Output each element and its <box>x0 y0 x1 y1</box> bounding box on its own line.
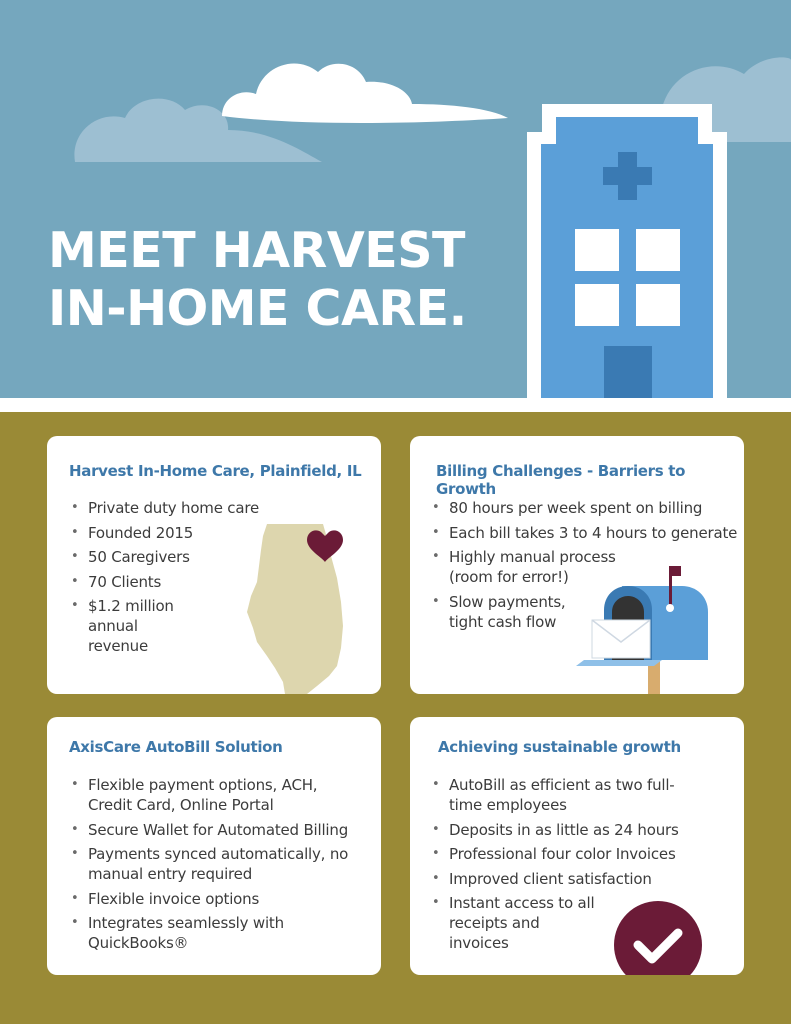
list-item: • Highly manual process (room for error!) <box>432 547 622 587</box>
list-item: • Integrates seamlessly with QuickBooks® <box>71 913 371 953</box>
page-title-line-2: IN-HOME CARE. <box>48 280 467 337</box>
hero-divider <box>0 398 791 412</box>
list-item: • Secure Wallet for Automated Billing <box>71 820 371 840</box>
list-item: • Payments synced automatically, no manual entry required <box>71 844 361 884</box>
profile-list <box>71 498 291 661</box>
solution-list <box>71 775 371 958</box>
list-item: • $1.2 million annual revenue <box>71 596 201 656</box>
list-item: • 80 hours per week spent on billing <box>432 498 742 518</box>
profile-card-title: Harvest In-Home Care, Plainfield, IL <box>69 462 362 480</box>
list-item: • Flexible invoice options <box>71 889 371 909</box>
list-item: • Instant access to all receipts and invoices <box>432 893 602 953</box>
list-item: • AutoBill as efficient as two full-time employees <box>432 775 702 815</box>
list-item: • Improved client satisfaction <box>432 869 732 889</box>
page-title <box>48 222 467 338</box>
challenges-list <box>432 498 742 636</box>
list-item: • Slow payments, tight cash flow <box>432 592 582 632</box>
autobill-solution-card <box>47 717 381 975</box>
sustainable-growth-card <box>410 717 744 975</box>
hospital-building-icon <box>527 104 727 398</box>
list-item: • 50 Caregivers <box>71 547 291 567</box>
list-item: • Founded 2015 <box>71 523 291 543</box>
list-item: • Private duty home care <box>71 498 291 518</box>
company-profile-card <box>47 436 381 694</box>
list-item: • Professional four color Invoices <box>432 844 732 864</box>
growth-list <box>432 775 732 958</box>
list-item: • Deposits in as little as 24 hours <box>432 820 732 840</box>
page-title-line-1: MEET HARVEST <box>48 222 465 279</box>
solution-card-title: AxisCare AutoBill Solution <box>69 738 283 756</box>
cloud-icon <box>222 63 508 123</box>
list-item: • 70 Clients <box>71 572 291 592</box>
list-item: • Each bill takes 3 to 4 hours to generate <box>432 523 742 543</box>
list-item: • Flexible payment options, ACH, Credit Card, Online Portal <box>71 775 331 815</box>
growth-card-title: Achieving sustainable growth <box>438 738 681 756</box>
hero-banner <box>0 0 791 398</box>
billing-challenges-card <box>410 436 744 694</box>
challenges-card-title: Billing Challenges - Barriers to Growth <box>436 462 686 498</box>
hero-illustration <box>0 0 791 398</box>
